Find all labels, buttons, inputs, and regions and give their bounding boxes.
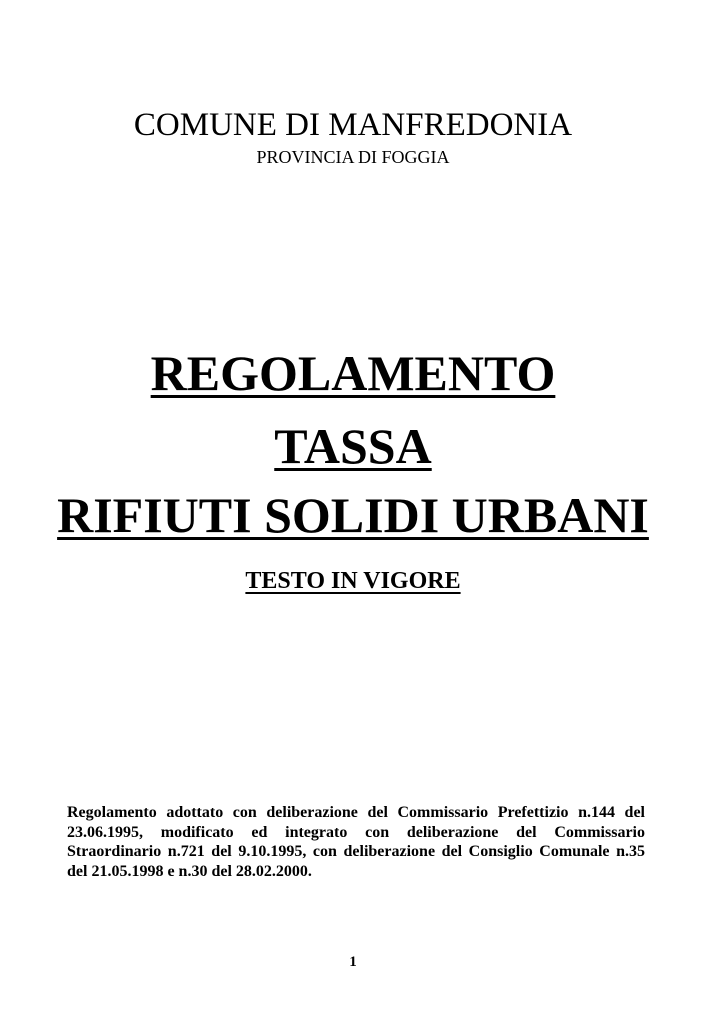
- adoption-note: Regolamento adottato con deliberazione del Commissario Prefettizio n.144 del 23.06.1995, modificato ed integrato con deliberazione del Commissario Straordinario n.721 del 9.10.1995, con deliberazione del Consiglio Comunale n.35 del 21.05.1998 e n.30 del 28.02.2000.: [67, 804, 645, 880]
- page-number: 1: [349, 954, 357, 970]
- title-line-1: REGOLAMENTO: [150, 345, 556, 401]
- province-name: PROVINCIA DI FOGGIA: [256, 147, 450, 167]
- municipality-name: COMUNE DI MANFREDONIA: [133, 107, 573, 143]
- title-line-3: RIFIUTI SOLIDI URBANI: [57, 487, 649, 543]
- title-line-2: TASSA: [274, 418, 432, 474]
- document-subtitle: TESTO IN VIGORE: [245, 568, 461, 594]
